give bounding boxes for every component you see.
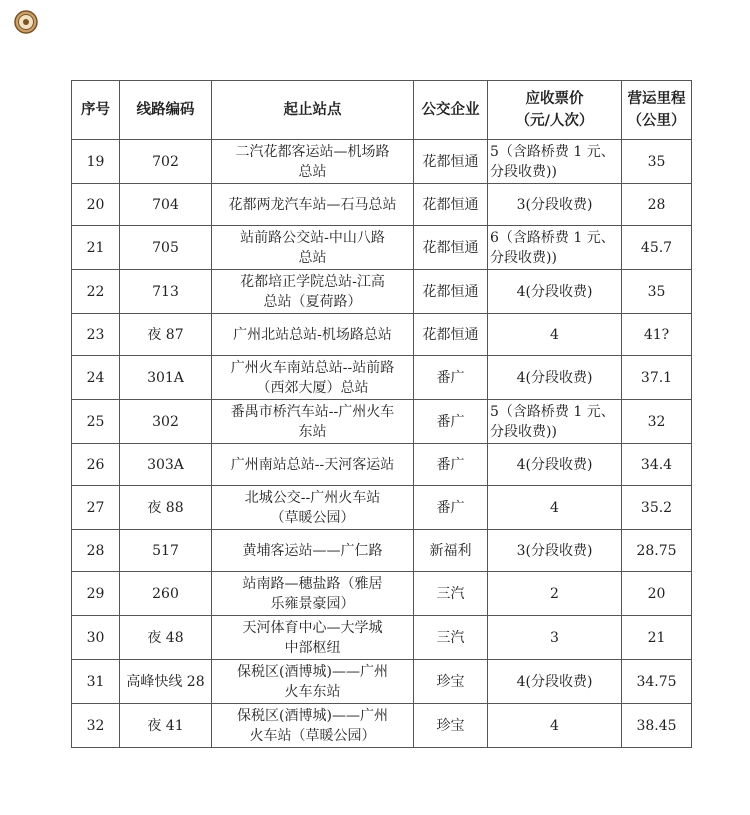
cell-mileage: 34.4	[622, 444, 692, 486]
cell-no: 30	[72, 616, 120, 660]
cell-fare: 3	[488, 616, 622, 660]
table-row	[72, 184, 692, 226]
cell-stations: 广州火车南站总站--站前路 （西郊大厦）总站	[212, 356, 414, 400]
cell-no: 26	[72, 444, 120, 486]
cell-mileage: 28.75	[622, 530, 692, 572]
table-row	[72, 444, 692, 486]
cell-code: 高峰快线 28	[120, 660, 212, 704]
cell-code: 713	[120, 270, 212, 314]
cell-fare: 4	[488, 486, 622, 530]
col-header-fare: 应收票价 （元/人次）	[488, 81, 622, 140]
col-header-no: 序号	[72, 81, 120, 140]
cell-no: 23	[72, 314, 120, 356]
cell-company: 珍宝	[414, 704, 488, 748]
cell-mileage: 35.2	[622, 486, 692, 530]
cell-no: 22	[72, 270, 120, 314]
cell-fare: 2	[488, 572, 622, 616]
table-row	[72, 704, 692, 748]
table-row	[72, 530, 692, 572]
table-row	[72, 140, 692, 184]
cell-no: 25	[72, 400, 120, 444]
cell-stations: 保税区(酒博城)——广州 火车东站	[212, 660, 414, 704]
cell-mileage: 34.75	[622, 660, 692, 704]
cell-fare: 4(分段收费)	[488, 660, 622, 704]
cell-fare: 4(分段收费)	[488, 356, 622, 400]
table-row	[72, 572, 692, 616]
cell-code: 夜 88	[120, 486, 212, 530]
cell-fare: 4	[488, 704, 622, 748]
cell-mileage: 38.45	[622, 704, 692, 748]
cell-company: 番广	[414, 356, 488, 400]
cell-code: 517	[120, 530, 212, 572]
cell-code: 夜 48	[120, 616, 212, 660]
cell-stations: 花都两龙汽车站—石马总站	[212, 184, 414, 226]
cell-stations: 黄埔客运站——广仁路	[212, 530, 414, 572]
table-row	[72, 270, 692, 314]
cell-code: 303A	[120, 444, 212, 486]
cell-stations: 站前路公交站-中山八路 总站	[212, 226, 414, 270]
cell-company: 花都恒通	[414, 270, 488, 314]
cell-company: 花都恒通	[414, 314, 488, 356]
table-row	[72, 314, 692, 356]
cell-no: 27	[72, 486, 120, 530]
cell-code: 302	[120, 400, 212, 444]
col-header-code: 线路编码	[120, 81, 212, 140]
cell-no: 32	[72, 704, 120, 748]
cell-company: 三汽	[414, 616, 488, 660]
cell-no: 21	[72, 226, 120, 270]
cell-no: 20	[72, 184, 120, 226]
cell-stations: 站南路—穗盐路（雅居 乐雍景豪园）	[212, 572, 414, 616]
cell-mileage: 41?	[622, 314, 692, 356]
cell-code: 301A	[120, 356, 212, 400]
cell-mileage: 20	[622, 572, 692, 616]
cell-fare: 4(分段收费)	[488, 270, 622, 314]
cell-stations: 保税区(酒博城)——广州 火车站（草暖公园）	[212, 704, 414, 748]
cell-company: 花都恒通	[414, 184, 488, 226]
cell-company: 花都恒通	[414, 140, 488, 184]
cell-stations: 花都培正学院总站-江高 总站（夏荷路）	[212, 270, 414, 314]
cell-company: 三汽	[414, 572, 488, 616]
cell-stations: 北城公交--广州火车站 （草暖公园）	[212, 486, 414, 530]
cell-mileage: 35	[622, 270, 692, 314]
cell-fare: 6（含路桥费 1 元、 分段收费))	[488, 226, 622, 270]
table-header-row	[72, 81, 692, 140]
cell-fare: 3(分段收费)	[488, 530, 622, 572]
col-header-stations: 起止站点	[212, 81, 414, 140]
cell-mileage: 21	[622, 616, 692, 660]
bus-route-table	[71, 80, 692, 748]
cell-mileage: 45.7	[622, 226, 692, 270]
cell-company: 番广	[414, 486, 488, 530]
cell-stations: 广州南站总站--天河客运站	[212, 444, 414, 486]
cell-no: 28	[72, 530, 120, 572]
cell-mileage: 32	[622, 400, 692, 444]
cell-fare: 5（含路桥费 1 元、 分段收费))	[488, 400, 622, 444]
cell-stations: 番禺市桥汽车站--广州火车 东站	[212, 400, 414, 444]
emblem-logo-icon	[14, 10, 38, 34]
cell-stations: 二汽花都客运站—机场路 总站	[212, 140, 414, 184]
cell-company: 珍宝	[414, 660, 488, 704]
table-row	[72, 486, 692, 530]
cell-mileage: 35	[622, 140, 692, 184]
cell-fare: 3(分段收费)	[488, 184, 622, 226]
table-row	[72, 400, 692, 444]
cell-no: 29	[72, 572, 120, 616]
cell-fare: 4(分段收费)	[488, 444, 622, 486]
cell-no: 24	[72, 356, 120, 400]
cell-company: 新福利	[414, 530, 488, 572]
table-row	[72, 226, 692, 270]
cell-mileage: 28	[622, 184, 692, 226]
cell-code: 702	[120, 140, 212, 184]
cell-code: 夜 41	[120, 704, 212, 748]
col-header-company: 公交企业	[414, 81, 488, 140]
table-row	[72, 660, 692, 704]
cell-mileage: 37.1	[622, 356, 692, 400]
cell-fare: 4	[488, 314, 622, 356]
cell-no: 19	[72, 140, 120, 184]
cell-stations: 天河体育中心—大学城 中部枢纽	[212, 616, 414, 660]
cell-code: 夜 87	[120, 314, 212, 356]
table-row	[72, 616, 692, 660]
cell-company: 番广	[414, 444, 488, 486]
cell-code: 260	[120, 572, 212, 616]
cell-no: 31	[72, 660, 120, 704]
cell-company: 番广	[414, 400, 488, 444]
cell-code: 705	[120, 226, 212, 270]
table-row	[72, 356, 692, 400]
cell-company: 花都恒通	[414, 226, 488, 270]
cell-stations: 广州北站总站-机场路总站	[212, 314, 414, 356]
cell-code: 704	[120, 184, 212, 226]
col-header-mileage: 营运里程 （公里）	[622, 81, 692, 140]
cell-fare: 5（含路桥费 1 元、 分段收费))	[488, 140, 622, 184]
